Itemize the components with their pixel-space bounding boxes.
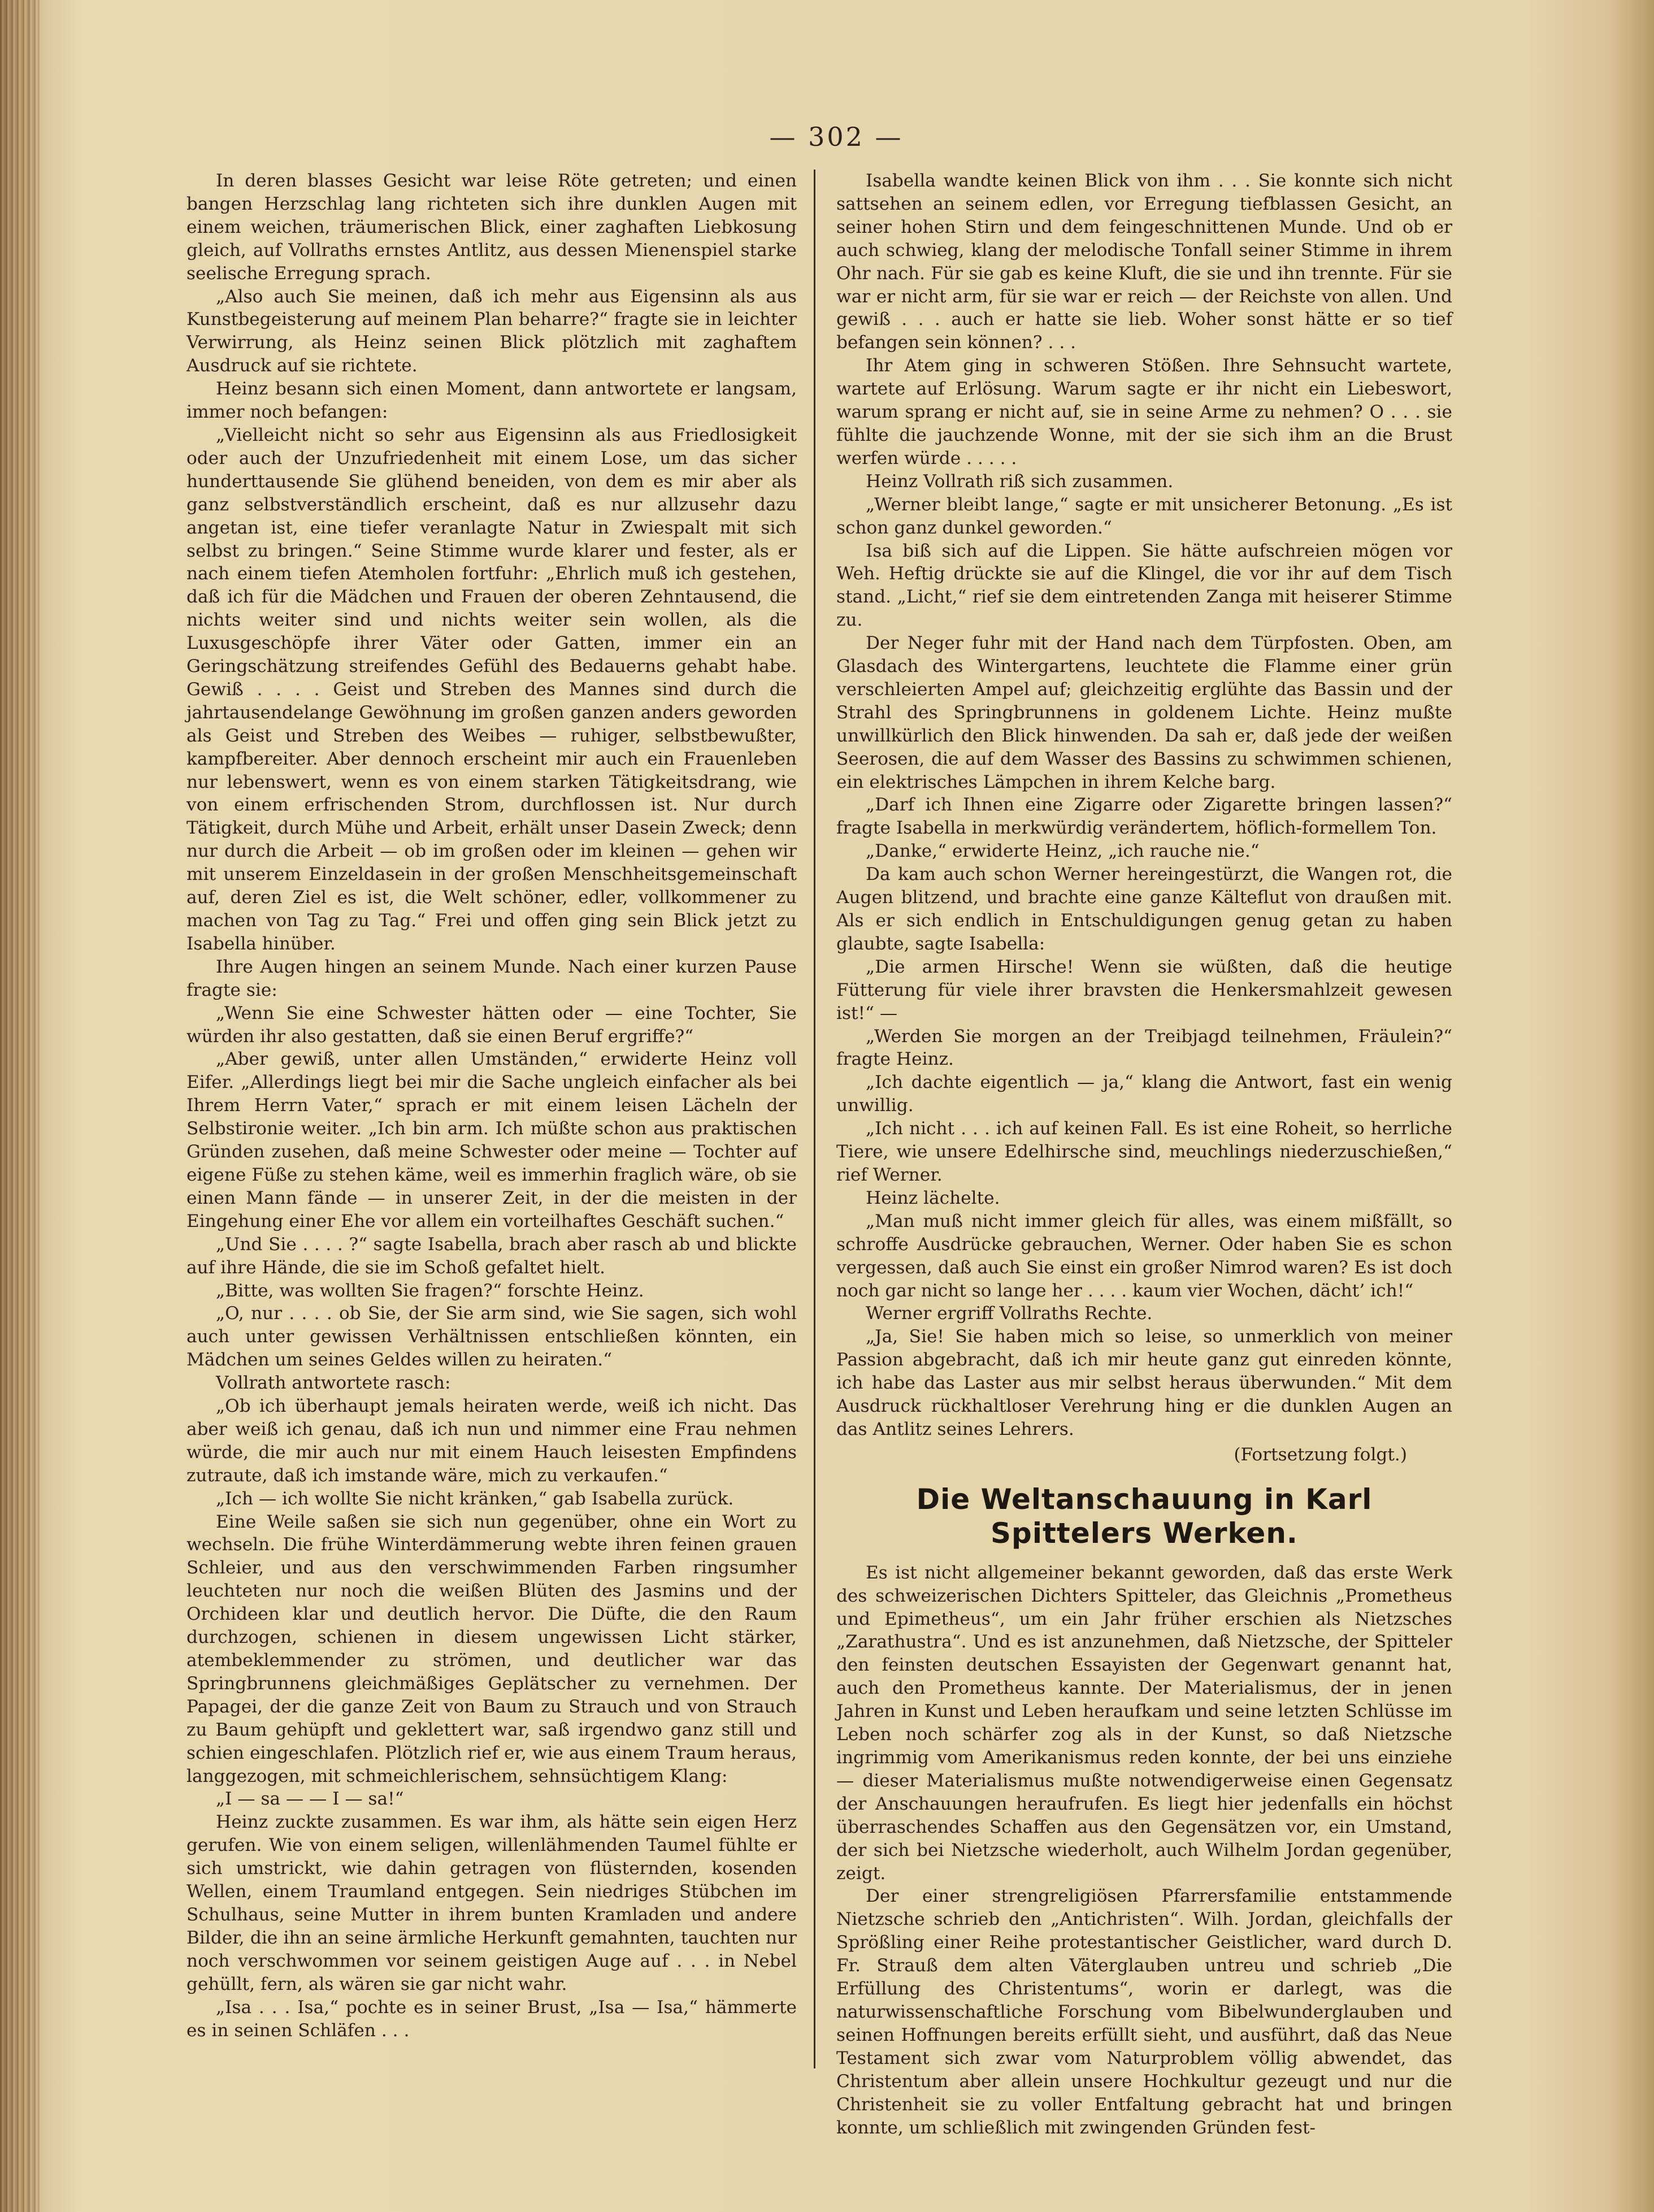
paragraph: „Also auch Sie meinen, daß ich mehr aus Eigensinn als aus Kunstbegeisterung auf meinem Plan beharre?“ fragte sie in leichter Verwirrung, als Heinz seinen Blick plötzlich mit zaghaftem Ausdruck auf sie richtete. [186, 286, 797, 376]
paragraph: Der einer strengreligiösen Pfarrersfamilie entstammende Nietzsche schrieb den „Antichristen“. Wilh. Jordan, gleichfalls der Sprößling einer Reihe protestantischer Geistlicher, ward durch D. Fr. Strauß dem alten Väterglauben untreu und schrieb „Die Erfüllung des Christentums“, worin er darlegt, was die naturwissenschaftliche Forschung vom Bibelwunderglauben und seinen Hoffnungen bereits erfüllt sieht, und ausführt, daß das Neue Testament sich zwar vom Naturproblem völlig abwendet, das Christentum aber allein unsere Hochkultur gezeugt und nur die Christenheit sie zu voller Entfaltung gebracht hat und bringen konnte, um schließlich mit zwingenden Gründen fest- [836, 1886, 1452, 2138]
right-column [836, 170, 1452, 2139]
paragraph: „Ich dachte eigentlich — ja,“ klang die Antwort, fast ein wenig unwillig. [836, 1072, 1452, 1116]
paragraph: „Vielleicht nicht so sehr aus Eigensinn als aus Friedlosigkeit oder auch der Unzufriedenheit mit einem Lose, um das sicher hunderttausende Sie glühend beneiden, von dem es mir aber als ganz selbstverständlich erscheint, daß es nur allzusehr dazu angetan ist, eine tiefer veranlagte Natur in Zwiespalt mit sich selbst zu bringen.“ Seine Stimme wurde klarer und fester, als er nach einem tiefen Atemholen fortfuhr: „Ehrlich muß ich gestehen, daß ich für die Mädchen und Frauen der oberen Zehntausend, die nichts weiter sind und nichts weiter sein wollen, als die Luxusgeschöpfe ihrer Väter oder Gatten, immer ein an Geringschätzung streifendes Gefühl des Bedauerns gehabt habe. Gewiß . . . . Geist und Streben des Mannes sind durch die jahrtausendelange Gewöhnung im großen ganzen anders geworden als Geist und Streben des Weibes — ruhiger, selbstbewußter, kampfbereiter. Aber dennoch erscheint mir auch ein Frauenleben nur lebenswert, wenn es von einem starken Tätigkeitsdrang, wie von einem erfrischenden Strom, durchflossen ist. Nur durch Tätigkeit, durch Mühe und Arbeit, erhält unser Dasein Zweck; denn nur durch die Arbeit — ob im großen oder im kleinen — gehen wir mit unserem Einzeldasein in der großen Menschheitsgemeinschaft auf, deren Ziel es ist, die Welt schöner, edler, vollkommener zu machen von Tag zu Tag.“ Frei und offen ging sein Blick jetzt zu Isabella hinüber. [186, 424, 797, 954]
paragraph: Da kam auch schon Werner hereingestürzt, die Wangen rot, die Augen blitzend, und brachte eine ganze Kälteflut von draußen mit. Als er sich endlich in Entschuldigungen genug getan zu haben glaubte, sagte Isabella: [836, 864, 1452, 954]
paragraph: Es ist nicht allgemeiner bekannt geworden, daß das erste Werk des schweizerischen Dichters Spitteler, das Gleichnis „Prometheus und Epimetheus“, um ein Jahr früher erschien als Nietzsches „Zarathustra“. Und es ist anzunehmen, daß Nietzsche, der Spitteler den feinsten deutschen Essayisten der Gegenwart genannt hat, auch den Prometheus kannte. Der Materialismus, der in jenen Jahren in Kunst und Leben heraufkam und seine letzten Schlüsse im Leben noch schärfer zog als in der Kunst, so daß Nietzsche ingrimmig vom Amerikanismus reden konnte, der bei uns einziehe — dieser Materialismus mußte notwendigerweise einen Gegensatz der Anschauungen heraufrufen. Es liegt hier jedenfalls ein höchst überraschendes Schaffen aus den Gegensätzen vor, ein Umstand, der sich bei Nietzsche wiederholt, auch Wilhelm Jordan gegenüber, zeigt. [836, 1562, 1452, 1884]
continuation-note: (Fortsetzung folgt.) [1234, 1444, 1407, 1465]
paragraph: Isa biß sich auf die Lippen. Sie hätte aufschreien mögen vor Weh. Heftig drückte sie auf die Klingel, die vor ihr auf dem Tisch stand. „Licht,“ rief sie dem eintretenden Zanga mit heiserer Stimme zu. [836, 540, 1452, 631]
article-body [836, 1562, 1452, 2140]
story-continuation [836, 170, 1452, 1441]
paragraph: „Man muß nicht immer gleich für alles, was einem mißfällt, so schroffe Ausdrücke gebrauchen, Werner. Oder haben Sie es schon vergessen, daß auch Sie einst ein großer Nimrod waren? Es ist doch noch gar nicht so lange her . . . . kaum vier Wochen, dächt’ ich!“ [836, 1211, 1452, 1301]
paragraph: „Bitte, was wollten Sie fragen?“ forschte Heinz. [216, 1280, 644, 1301]
paragraph: Heinz zuckte zusammen. Es war ihm, als hätte sein eigen Herz gerufen. Wie von einem seligen, willenlähmenden Taumel fühlte er sich umstrickt, wie dahin getragen von flüsternden, kosenden Wellen, einem Traumland entgegen. Sein niedriges Stübchen im Schulhaus, seine Mutter in ihrem bunten Kramladen und andere Bilder, die ihn an seine ärmliche Herkunft gemahnten, tauchten nur noch verschwommen vor seinem geistigen Auge auf . . . in Nebel gehüllt, fern, als wären sie gar nicht wahr. [186, 1812, 797, 1994]
paragraph: „Ja, Sie! Sie haben mich so leise, so unmerklich von meiner Passion abgebracht, daß ich mir heute ganz gut einreden könnte, ich habe das Laster aus mir selbst heraus überwunden.“ Mit dem Ausdruck rückhaltloser Verehrung hing er die dunklen Augen an das Antlitz seines Lehrers. [836, 1326, 1452, 1439]
page-number: — 302 — [769, 122, 904, 152]
column-divider [814, 170, 815, 2068]
paragraph: „Darf ich Ihnen eine Zigarre oder Zigarette bringen lassen?“ fragte Isabella in merkwürdig verändertem, höflich-formellem Ton. [836, 795, 1452, 839]
paragraph: Eine Weile saßen sie sich nun gegenüber, ohne ein Wort zu wechseln. Die frühe Winterdämmerung webte ihren feinen grauen Schleier, und aus den verschwimmenden Farben ringsumher leuchteten nur noch die weißen Blüten des Jasmins und der Orchideen klar und deutlich hervor. Die Düfte, die den Raum durchzogen, schienen in diesem ungewissen Licht stärker, atembeklemmender zu strömen, und deutlicher war das Springbrunnens gleichmäßiges Geplätscher zu vernehmen. Der Papagei, der die ganze Zeit von Baum zu Strauch und von Strauch zu Baum gehüpft und geklettert war, saß irgendwo ganz still und schien eingeschlafen. Plötzlich rief er, wie aus einem Traum heraus, langgezogen, mit schmeichlerischem, sehnsüchtigem Klang: [186, 1511, 797, 1786]
article-title: Die Weltanschauung in Karl Spittelers Werken. [916, 1482, 1373, 1550]
paragraph: Isabella wandte keinen Blick von ihm . . . Sie konnte sich nicht sattsehen an seinem edlen, vor Erregung tiefblassen Gesicht, an seiner hohen Stirn und dem feingeschnittenen Munde. Und ob er auch schwieg, klang der melodische Tonfall seiner Stimme in ihrem Ohr nach. Für sie gab es keine Kluft, die sie und ihn trennte. Für sie war er nicht arm, für sie war er reich — der Reichste von allen. Und gewiß . . . auch er hatte sie lieb. Woher sonst hätte er so tief befangen sein können? . . . [836, 171, 1452, 353]
left-column [186, 170, 797, 2042]
paragraph: Heinz besann sich einen Moment, dann antwortete er langsam, immer noch befangen: [186, 379, 797, 423]
paragraph: In deren blasses Gesicht war leise Röte getreten; und einen bangen Herzschlag lang richteten sich ihre dunklen Augen mit einem weichen, träumerischen Blick, einer zaghaften Liebkosung gleich, auf Vollraths ernstes Antlitz, aus dessen Mienenspiel starke seelische Erregung sprach. [186, 171, 797, 284]
paragraph: „Isa . . . Isa,“ pochte es in seiner Brust, „Isa — Isa,“ hämmerte es in seinen Schläfen . . . [186, 1997, 797, 2041]
paragraph: Werner ergriff Vollraths Rechte. [866, 1303, 1153, 1324]
paragraph: „Wenn Sie eine Schwester hätten oder — eine Tochter, Sie würden ihr also gestatten, daß sie einen Beruf ergriffe?“ [186, 1003, 797, 1047]
paragraph: „Die armen Hirsche! Wenn sie wüßten, daß die heutige Fütterung für viele ihrer bravsten die Henkersmahlzeit gewesen ist!“ — [836, 956, 1452, 1023]
paragraph: „Ich — ich wollte Sie nicht kränken,“ gab Isabella zurück. [216, 1488, 734, 1509]
paragraph: „Werden Sie morgen an der Treibjagd teilnehmen, Fräulein?“ fragte Heinz. [836, 1026, 1452, 1070]
paragraph: „Und Sie . . . . ?“ sagte Isabella, brach aber rasch ab und blickte auf ihre Hände, die sie im Schoß gefaltet hielt. [186, 1234, 797, 1278]
paragraph: „Danke,“ erwiderte Heinz, „ich rauche nie.“ [866, 841, 1260, 862]
paragraph: „Aber gewiß, unter allen Umständen,“ erwiderte Heinz voll Eifer. „Allerdings liegt bei mir die Sache ungleich einfacher als bei Ihrem Herrn Vater,“ sprach er mit einem leisen Lächeln der Selbstironie weiter. „Ich bin arm. Ich müßte schon aus praktischen Gründen zusehen, daß meine Schwester oder meine — Tochter auf eigene Füße zu stehen käme, weil es immerhin fraglich wäre, ob sie einen Mann fände — in unserer Zeit, in der die meisten in der Eingehung einer Ehe vor allem ein vorteilhaftes Geschäft suchen.“ [186, 1049, 797, 1231]
paragraph: „Werner bleibt lange,“ sagte er mit unsicherer Betonung. „Es ist schon ganz dunkel geworden.“ [836, 494, 1452, 538]
paragraph: „Ich nicht . . . ich auf keinen Fall. Es ist eine Roheit, so herrliche Tiere, wie unsere Edelhirsche sind, meuchlings niederzuschießen,“ rief Werner. [836, 1118, 1452, 1185]
paragraph: Heinz Vollrath riß sich zusammen. [866, 471, 1174, 492]
paragraph: Der Neger fuhr mit der Hand nach dem Türpfosten. Oben, am Glasdach des Wintergartens, leuchtete die Flamme einer grün verschleierten Ampel auf; gleichzeitig erglühte das Bassin und der Strahl des Springbrunnens in goldenem Lichte. Heinz mußte unwillkürlich den Blick hinwenden. Da sah er, daß jede der weißen Seerosen, die auf dem Wasser des Bassins zu schwimmen schienen, ein elektrisches Lämpchen in ihrem Kelche barg. [836, 633, 1452, 792]
paragraph: Ihre Augen hingen an seinem Munde. Nach einer kurzen Pause fragte sie: [186, 956, 797, 1000]
page-edge-stack [0, 0, 40, 2212]
paragraph: „Ob ich überhaupt jemals heiraten werde, weiß ich nicht. Das aber weiß ich genau, daß ich nun und nimmer eine Frau nehmen würde, die mir auch nur mit einem Hauch leisesten Empfindens zutraute, daß ich imstande wäre, mich zu verkaufen.“ [186, 1396, 797, 1486]
paragraph: „O, nur . . . . ob Sie, der Sie arm sind, wie Sie sagen, sich wohl auch unter gewissen Verhältnissen entschließen könnten, ein Mädchen um seines Geldes willen zu heiraten.“ [186, 1303, 797, 1370]
paragraph: „I — sa — — I — sa!“ [216, 1789, 404, 1810]
paragraph: Ihr Atem ging in schweren Stößen. Ihre Sehnsucht wartete, wartete auf Erlösung. Warum sagte er ihr nicht ein Liebeswort, warum sprang er nicht auf, sie in seine Arme zu nehmen? O . . . sie fühlte die jauchzende Wonne, mit der sie sich ihm an die Brust werfen würde . . . . . [836, 355, 1452, 469]
paragraph: Vollrath antwortete rasch: [216, 1373, 451, 1394]
paragraph: Heinz lächelte. [866, 1187, 1000, 1208]
